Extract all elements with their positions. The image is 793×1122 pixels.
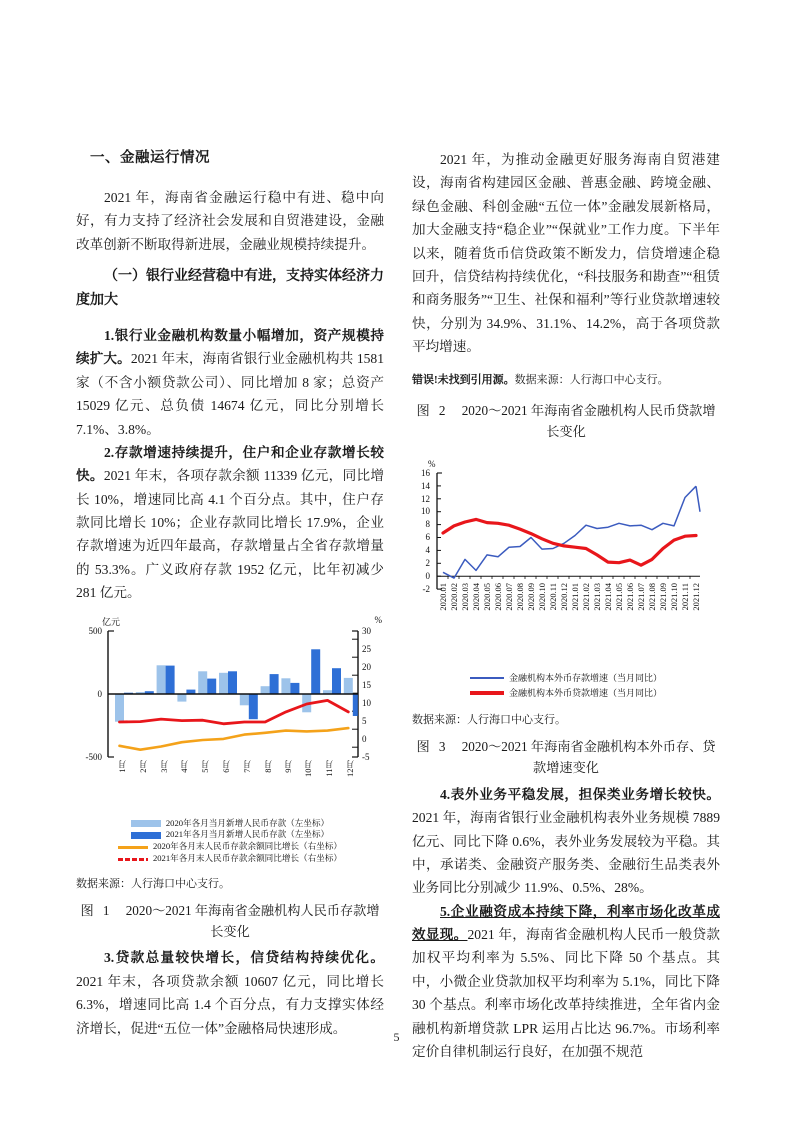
- item-4-body: 2021 年，海南省银行业金融机构表外业务规模 7889 亿元、同比下降 0.6%，表外业务发展较为平稳。其中，承诺类、金融资产服务类、金融衍生品类表外业务同比分别减少 11.9%、0.5%、28%。: [412, 810, 720, 896]
- fig1-legend-swatch-1: [131, 832, 161, 839]
- subsection-heading: （一）银行业经营稳中有进，支持实体经济力度加大: [76, 268, 384, 308]
- item-3-lead: 3.贷款总量较快增长，信贷结构持续优化。: [104, 950, 384, 966]
- fig1-legend-item-3: [118, 854, 342, 864]
- figure-1-legend: [76, 819, 384, 865]
- item-2-paragraph: [76, 441, 384, 605]
- fig3-xtick-7: 2020.08: [515, 582, 525, 611]
- fig3-ytick-0: 0: [425, 570, 430, 581]
- fig1-xtick-11: 12月: [344, 759, 355, 777]
- figure-1-caption-text: 2020～2021 年海南省金融机构人民币存款增长变化: [125, 902, 380, 939]
- fig3-xtick-22: 2021.11: [680, 582, 690, 611]
- fig3-xtick-23: 2021.12: [691, 582, 701, 611]
- fig1-ytick-right-10: 10: [362, 697, 371, 708]
- fig3-xtick-13: 2021.02: [581, 582, 591, 611]
- figure-1-caption: [76, 900, 384, 943]
- figure-2-source: 数据来源：人行海口中心支行。: [514, 374, 669, 387]
- section-heading: 一、金融运行情况: [90, 150, 210, 166]
- fig1-legend-item-0: [131, 819, 329, 829]
- fig3-ytick-14: 14: [421, 480, 430, 491]
- item-4-paragraph: [412, 783, 720, 900]
- figure-3-caption-label: 图 3: [416, 739, 449, 754]
- fig3-xtick-5: 2020.06: [493, 582, 503, 611]
- figure-1-source: 数据来源：人行海口中心支行。: [76, 878, 230, 891]
- fig3-xtick-11: 2020.12: [559, 582, 569, 611]
- page-number: 5: [393, 1030, 400, 1044]
- fig1-xtick-10: 11月: [324, 759, 334, 777]
- right-column: [412, 148, 720, 1059]
- fig1-xtick-6: 7月: [241, 759, 252, 773]
- fig1-legend-swatch-2: [118, 846, 148, 849]
- figure-3-source: 数据来源：人行海口中心支行。: [412, 714, 566, 727]
- fig1-legend-item-1: [131, 830, 329, 840]
- fig1-ytick-right-20: 20: [362, 661, 371, 672]
- fig3-xtick-10: 2020.11: [548, 582, 558, 611]
- fig3-legend-label-0: 金融机构本外币存款增速（当月同比）: [508, 672, 662, 683]
- fig1-right-unit: %: [374, 614, 382, 625]
- fig1-legend-swatch-0: [131, 820, 161, 827]
- figure-2-error-text: 错误!未找到引用源。: [412, 374, 515, 387]
- fig3-xtick-15: 2021.04: [603, 582, 613, 611]
- figure-3-chart: [412, 459, 720, 629]
- fig1-legend-label-3: 2021年各月末人民币存款余额同比增长（右坐标）: [152, 853, 343, 864]
- item-1-body: 2021 年末，海南省银行业金融机构共 1581 家（不含小额贷款公司）、同比增加 8 家；总资产 15029 亿元、总负债 14674 亿元，同比分别增长 7.1%、3.8%。: [76, 351, 385, 437]
- fig1-ytick-right-30: 30: [362, 625, 371, 636]
- page-content: [76, 148, 720, 1059]
- fig1-xtick-2: 3月: [158, 759, 169, 773]
- fig3-ytick-12: 12: [421, 493, 430, 504]
- fig3-xtick-0: 2020.01: [438, 582, 448, 611]
- item-4-lead: 4.表外业务平稳发展，担保类业务增长较快。: [440, 786, 720, 802]
- fig3-ytick-6: 6: [425, 532, 430, 543]
- fig3-ytick-8: 8: [425, 519, 430, 530]
- figure-2-caption: [412, 400, 720, 443]
- intro-paragraph: 2021 年，海南省金融运行稳中有进、稳中向好，有力支持了经济社会发展和自贸港建设，金融改革创新不断取得新进展，金融业规模持续提升。: [76, 189, 384, 252]
- left-column: [76, 148, 385, 1036]
- fig3-xtick-1: 2020.02: [449, 582, 459, 611]
- figure-2-caption-label: 图 2: [416, 402, 449, 418]
- figure-1-chart: [76, 615, 384, 793]
- item-1-paragraph: [76, 324, 384, 441]
- fig1-xtick-9: 10月: [303, 759, 314, 777]
- fig1-ytick-right-5: 5: [362, 715, 367, 726]
- fig1-xtick-1: 2月: [137, 759, 148, 773]
- fig1-ytick-right-0: 0: [362, 733, 367, 744]
- fig3-legend-swatch-1: [470, 691, 504, 695]
- fig3-xtick-17: 2021.06: [625, 582, 635, 611]
- fig1-ytick-left-0: 0: [97, 688, 102, 699]
- fig3-xtick-8: 2020.09: [526, 582, 536, 611]
- item-3-body: 2021 年末，各项贷款余额 10607 亿元，同比增长 6.3%，增速同比高 1.4 个百分点，有力支撑实体经济增长，促进“五位一体”金融格局快速形成。: [76, 973, 384, 1036]
- fig3-xtick-12: 2021.01: [570, 582, 580, 611]
- fig3-ytick-10: 10: [421, 506, 430, 517]
- figure-2-source-line: [412, 372, 720, 390]
- fig3-legend-swatch-0: [470, 677, 504, 679]
- fig1-legend-item-2: [118, 842, 342, 852]
- item-1-lead: 1.银行业金融机构数量小幅增加，资产规模持续扩大。: [76, 328, 384, 367]
- fig3-xtick-4: 2020.05: [482, 582, 492, 611]
- fig1-ytick-right-25: 25: [362, 643, 371, 654]
- fig3-ytick-neg2: -2: [422, 583, 430, 594]
- item-2-body: 2021 年末，各项存款余额 11339 亿元，同比增长 10%，增速同比高 4.1 个百分点。其中，住户存款同比增长 10%；企业存款同比增长 17.9%，企业存款增速为近四年最高，存款增量占全省存款增量的 53.3%。广义政府存款 1952 亿元，比年初减少 281 亿元。: [76, 468, 384, 601]
- figure-1-caption-label: 图 1: [80, 902, 113, 918]
- fig1-xtick-8: 9月: [283, 759, 294, 773]
- fig3-xtick-14: 2021.03: [592, 582, 602, 611]
- fig3-xtick-6: 2020.07: [504, 582, 514, 611]
- fig1-xtick-3: 4月: [179, 759, 190, 773]
- fig1-ytick-right-neg5: -5: [362, 751, 370, 762]
- right-intro-paragraph: 2021 年，为推动金融更好服务海南自贸港建设，海南省构建园区金融、普惠金融、跨境金融、绿色金融、科创金融“五位一体”金融发展新格局，加大金融支持“稳企业”“保就业”工作力度。下半年以来，随着货币信贷政策不断发力，信贷增速企稳回升，信贷结构持续优化，“科技服务和勘查”“租赁和商务服务”“卫生、社保和福利”等行业贷款增速较快，分别为 34.9%、31.1%、14.2%，高于各项贷款平均增速。: [412, 152, 720, 354]
- fig1-ytick-left-neg500: -500: [85, 751, 102, 762]
- fig3-unit: %: [428, 458, 436, 469]
- fig3-xtick-2: 2020.03: [460, 582, 470, 611]
- fig1-plot: [106, 623, 360, 783]
- fig1-legend-label-0: 2020年各月当月新增人民币存款（左坐标）: [165, 817, 330, 828]
- item-5-lead: 5.企业融资成本持续下降，利率市场化改革成效显现。: [412, 903, 720, 942]
- fig1-ytick-left-500: 500: [88, 625, 102, 636]
- fig1-xtick-7: 8月: [262, 759, 273, 773]
- fig3-xtick-3: 2020.04: [471, 582, 481, 611]
- fig1-left-unit: 亿元: [102, 616, 121, 627]
- fig1-ytick-right-15: 15: [362, 679, 371, 690]
- fig3-ytick-16: 16: [421, 467, 430, 478]
- item-2-lead: 2.存款增速持续提升，住户和企业存款增长较快。: [76, 444, 384, 484]
- fig3-xtick-19: 2021.08: [647, 582, 657, 611]
- fig3-legend-item-0: [470, 673, 662, 683]
- fig3-ytick-4: 4: [425, 545, 430, 556]
- fig3-xtick-21: 2021.10: [669, 582, 679, 611]
- figure-3-caption: [412, 736, 720, 779]
- item-5-body: 2021 年，海南省金融机构人民币一般贷款加权平均利率为 5.5%、同比下降 50 个基点。其中，小微企业贷款加权平均利率为 5.1%，同比下降 30 个基点。利率市场化改革持续推进，全年省内金融机构新增贷款 LPR 运用占比达 96.7%。市场利率定价自律机制运行良好，在加强不规范: [412, 927, 720, 1059]
- fig3-plot: [434, 465, 702, 601]
- fig3-xtick-20: 2021.09: [658, 582, 668, 611]
- fig3-xtick-9: 2020.10: [537, 582, 547, 611]
- fig1-legend-swatch-3: [118, 858, 148, 861]
- fig1-xtick-5: 6月: [221, 759, 231, 773]
- figure-3-caption-text: 2020～2021 年海南省金融机构本外币存、贷款增速变化: [461, 739, 716, 776]
- item-3-paragraph: [76, 946, 384, 1040]
- fig3-ytick-2: 2: [425, 558, 430, 569]
- fig3-legend-label-1: 金融机构本外币贷款增速（当月同比）: [508, 688, 662, 699]
- figure-2-caption-text: 2020～2021 年海南省金融机构人民币贷款增长变化: [461, 402, 716, 440]
- fig1-xtick-4: 5月: [200, 759, 211, 773]
- fig1-legend-label-2: 2020年各月末人民币存款余额同比增长（右坐标）: [152, 841, 343, 852]
- fig3-xtick-18: 2021.07: [636, 582, 646, 611]
- figure-3-legend: [412, 673, 720, 699]
- fig1-xtick-0: 1月: [117, 759, 127, 773]
- fig3-xtick-16: 2021.05: [614, 582, 624, 611]
- fig1-legend-label-1: 2021年各月当月新增人民币存款（左坐标）: [165, 829, 330, 840]
- fig3-legend-item-1: [470, 688, 662, 698]
